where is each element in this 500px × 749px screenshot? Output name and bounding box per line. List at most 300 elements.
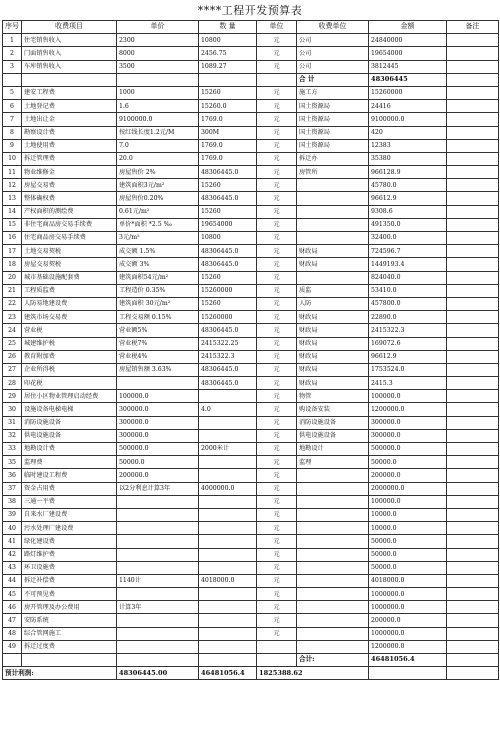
row-payee: [297, 522, 369, 535]
row-qty: 1769.0: [199, 152, 257, 165]
row-qty: 1769.0: [199, 113, 257, 126]
row-unit: 元: [257, 232, 297, 245]
table-row: [3, 297, 499, 310]
row-price: 1000: [117, 86, 199, 99]
row-price: 8000: [117, 47, 199, 60]
row-item: 整体确权费: [22, 192, 117, 205]
row-amount: 2415.3: [369, 377, 447, 390]
row-qty: 15260000: [199, 284, 257, 297]
row-amount: 1000000.0: [369, 588, 447, 601]
row-no: 30: [3, 403, 22, 416]
row-price: [117, 654, 199, 667]
table-row: [3, 126, 499, 139]
row-note: [447, 218, 499, 231]
row-amount: 1753524.0: [369, 363, 447, 376]
row-unit: 元: [257, 535, 297, 548]
row-payee: 消防设施设备: [297, 416, 369, 429]
row-price: 7.0: [117, 139, 199, 152]
row-item: 供电设施设备: [22, 429, 117, 442]
row-payee: 购设备安装: [297, 403, 369, 416]
row-price: 300000.0: [117, 416, 199, 429]
row-payee: [297, 601, 369, 614]
row-no: 40: [3, 522, 22, 535]
row-price: [117, 548, 199, 561]
row-payee: [297, 508, 369, 521]
row-qty: 4000000.0: [199, 482, 257, 495]
row-unit: 元: [257, 218, 297, 231]
row-note: [447, 403, 499, 416]
profit-income: 48306445.00: [117, 667, 199, 680]
row-price: [117, 627, 199, 640]
row-price: 500000.0: [117, 443, 199, 456]
profit-row: [3, 667, 499, 680]
row-item: 城建维护税: [22, 337, 117, 350]
row-qty: [199, 548, 257, 561]
row-note: [447, 113, 499, 126]
row-unit: [257, 640, 297, 653]
row-note: [447, 443, 499, 456]
table-row: [3, 601, 499, 614]
row-amount: 457800.0: [369, 297, 447, 310]
row-price: 100000.0: [117, 390, 199, 403]
row-unit: 元: [257, 297, 297, 310]
row-unit: 元: [257, 205, 297, 218]
row-qty: [199, 495, 257, 508]
row-unit: 元: [257, 574, 297, 587]
row-qty: 1089.27: [199, 60, 257, 73]
row-qty: [199, 456, 257, 469]
row-amount: 491350.0: [369, 218, 447, 231]
row-price: [117, 588, 199, 601]
row-amount: 10000.0: [369, 508, 447, 521]
row-payee: [297, 179, 369, 192]
header-note: 备注: [447, 21, 499, 34]
table-row: [3, 363, 499, 376]
row-unit: 元: [257, 495, 297, 508]
row-no: 21: [3, 284, 22, 297]
table-row: [3, 152, 499, 165]
row-no: 8: [3, 126, 22, 139]
row-note: [447, 179, 499, 192]
row-price: [117, 508, 199, 521]
table-row: [3, 34, 499, 47]
table-row: [3, 390, 499, 403]
row-unit: 元: [257, 601, 297, 614]
row-note: [447, 363, 499, 376]
row-note: [447, 47, 499, 60]
row-amount: 100000.0: [369, 390, 447, 403]
row-note: [447, 337, 499, 350]
row-item: 车库销售收入: [22, 60, 117, 73]
row-no: 35: [3, 456, 22, 469]
row-note: [447, 535, 499, 548]
row-note: [447, 377, 499, 390]
row-no: 23: [3, 311, 22, 324]
row-item: 印花税: [22, 377, 117, 390]
row-amount: 300000.0: [369, 416, 447, 429]
row-no: 39: [3, 508, 22, 521]
row-payee: [297, 205, 369, 218]
row-amount: 1200000.0: [369, 403, 447, 416]
row-note: [447, 574, 499, 587]
row-payee: 人防: [297, 297, 369, 310]
row-unit: 元: [257, 443, 297, 456]
row-qty: 15260: [199, 297, 257, 310]
row-item: 拆迁管理费: [22, 152, 117, 165]
row-qty: [199, 429, 257, 442]
row-qty: [199, 654, 257, 667]
row-payee: 供电设施设备: [297, 429, 369, 442]
row-item: 环卫设施费: [22, 561, 117, 574]
row-qty: [199, 640, 257, 653]
row-note: [447, 126, 499, 139]
row-payee: 国土资源局: [297, 113, 369, 126]
row-item: 绿化建设费: [22, 535, 117, 548]
table-row: [3, 100, 499, 113]
row-price: 成交额 3%: [117, 258, 199, 271]
row-no: 20: [3, 271, 22, 284]
row-amount: 1000000.0: [369, 601, 447, 614]
row-note: [447, 588, 499, 601]
row-note: [447, 34, 499, 47]
row-unit: 元: [257, 166, 297, 179]
row-price: 300000.0: [117, 403, 199, 416]
row-amount: 46481056.4: [369, 654, 447, 667]
row-amount: 22890.0: [369, 311, 447, 324]
table-row: [3, 86, 499, 99]
row-amount: 9100000.0: [369, 113, 447, 126]
table-row: [3, 443, 499, 456]
row-item: 自来水厂建设费: [22, 508, 117, 521]
row-price: [117, 535, 199, 548]
row-qty: 2456.75: [199, 47, 257, 60]
row-note: [447, 654, 499, 667]
row-payee: [297, 614, 369, 627]
row-note: [447, 350, 499, 363]
header-amount: 金额: [369, 21, 447, 34]
table-row: [3, 284, 499, 297]
row-payee: [297, 574, 369, 587]
row-unit: 元: [257, 47, 297, 60]
row-item: 住宅销售收入: [22, 34, 117, 47]
row-qty: 15260.0: [199, 100, 257, 113]
row-qty: [199, 535, 257, 548]
row-no: 43: [3, 561, 22, 574]
row-qty: [199, 416, 257, 429]
row-item: 监理费: [22, 456, 117, 469]
row-qty: 4018000.0: [199, 574, 257, 587]
row-payee: 国土资源局: [297, 100, 369, 113]
row-amount: 50000.0: [369, 561, 447, 574]
row-unit: 元: [257, 324, 297, 337]
row-qty: [199, 390, 257, 403]
row-unit: 元: [257, 311, 297, 324]
header-payee: 收费单位: [297, 21, 369, 34]
header-row: [3, 21, 499, 34]
row-unit: 元: [257, 403, 297, 416]
row-price: 工程造价 0.35%: [117, 284, 199, 297]
table-row: [3, 548, 499, 561]
row-note: [447, 271, 499, 284]
row-price: 200000.0: [117, 469, 199, 482]
row-price: 房屋售价0.20%: [117, 192, 199, 205]
row-payee: [297, 218, 369, 231]
row-no: 5: [3, 86, 22, 99]
row-price: [117, 495, 199, 508]
row-no: 44: [3, 574, 22, 587]
table-row: [3, 535, 499, 548]
table-row: [3, 60, 499, 73]
row-note: [447, 416, 499, 429]
table-row: [3, 258, 499, 271]
row-unit: 元: [257, 377, 297, 390]
row-payee: 财政局: [297, 337, 369, 350]
row-note: [447, 152, 499, 165]
profit-empty: [369, 667, 447, 680]
row-qty: 48306445.0: [199, 192, 257, 205]
row-amount: 50000.0: [369, 535, 447, 548]
row-item: 拆迁过度费: [22, 640, 117, 653]
row-item: 设施设备电梯电梯: [22, 403, 117, 416]
row-note: [447, 258, 499, 271]
row-payee: [297, 482, 369, 495]
row-qty: 19654000: [199, 218, 257, 231]
row-price: [117, 640, 199, 653]
row-note: [447, 522, 499, 535]
table-row: [3, 192, 499, 205]
row-qty: 2415322.25: [199, 337, 257, 350]
row-amount: 300000.0: [369, 429, 447, 442]
row-payee: 财政局: [297, 377, 369, 390]
row-no: 47: [3, 614, 22, 627]
row-payee: 财政局: [297, 258, 369, 271]
table-row: [3, 73, 499, 86]
row-unit: 元: [257, 179, 297, 192]
row-item: 污水处理厂建设费: [22, 522, 117, 535]
row-price: 1140计: [117, 574, 199, 587]
row-no: 3: [3, 60, 22, 73]
row-unit: [257, 654, 297, 667]
row-qty: 4.0: [199, 403, 257, 416]
row-no: 46: [3, 601, 22, 614]
row-item: 土地登记费: [22, 100, 117, 113]
row-note: [447, 601, 499, 614]
row-item: 勘察设计费: [22, 126, 117, 139]
row-unit: 元: [257, 152, 297, 165]
table-row: [3, 429, 499, 442]
row-unit: 元: [257, 456, 297, 469]
row-price: 2300: [117, 34, 199, 47]
row-amount: 48306445: [369, 73, 447, 86]
row-item: 消防设施设备: [22, 416, 117, 429]
header-qty: 数 量: [199, 21, 257, 34]
row-qty: [199, 614, 257, 627]
row-payee: [297, 192, 369, 205]
row-amount: 96612.9: [369, 192, 447, 205]
table-row: [3, 324, 499, 337]
row-payee: [297, 271, 369, 284]
table-row: [3, 47, 499, 60]
row-price: 3元/m²: [117, 232, 199, 245]
row-item: 不可预见费: [22, 588, 117, 601]
row-unit: 元: [257, 350, 297, 363]
row-amount: 9308.6: [369, 205, 447, 218]
table-row: [3, 271, 499, 284]
row-item: 房屋交易契税: [22, 258, 117, 271]
row-payee: 合计:: [297, 654, 369, 667]
row-item: 非住宅商品房交易手续费: [22, 218, 117, 231]
row-no: 2: [3, 47, 22, 60]
row-amount: 1200000.0: [369, 640, 447, 653]
row-item: 建筑市场交易费: [22, 311, 117, 324]
profit-note: [447, 667, 499, 680]
row-amount: 15260000: [369, 86, 447, 99]
row-payee: [297, 627, 369, 640]
row-no: 17: [3, 245, 22, 258]
row-unit: 元: [257, 258, 297, 271]
row-note: [447, 232, 499, 245]
row-price: 以2分利息计算3年: [117, 482, 199, 495]
row-price: 计算3年: [117, 601, 199, 614]
row-qty: [199, 73, 257, 86]
row-amount: 53410.0: [369, 284, 447, 297]
row-unit: 元: [257, 390, 297, 403]
row-unit: 元: [257, 561, 297, 574]
row-item: 住宅商品房交易手续费: [22, 232, 117, 245]
row-price: 营业税4%: [117, 350, 199, 363]
row-note: [447, 561, 499, 574]
row-payee: [297, 232, 369, 245]
row-qty: 1769.0: [199, 139, 257, 152]
row-unit: 元: [257, 548, 297, 561]
row-no: 10: [3, 152, 22, 165]
row-payee: 财政局: [297, 311, 369, 324]
row-price: 3500: [117, 60, 199, 73]
row-price: [117, 522, 199, 535]
row-qty: [199, 508, 257, 521]
row-item: 建安工程费: [22, 86, 117, 99]
row-unit: 元: [257, 588, 297, 601]
row-qty: 15260: [199, 86, 257, 99]
row-unit: 元: [257, 34, 297, 47]
row-qty: 15260: [199, 271, 257, 284]
table-row: [3, 179, 499, 192]
row-payee: 财政局: [297, 363, 369, 376]
row-unit: 元: [257, 86, 297, 99]
row-amount: 50000.0: [369, 548, 447, 561]
row-item: 城市基础设施配套费: [22, 271, 117, 284]
row-payee: 合 计: [297, 73, 369, 86]
row-no: 31: [3, 416, 22, 429]
row-price: 按红线长度1.2元/M: [117, 126, 199, 139]
row-note: [447, 284, 499, 297]
row-payee: [297, 548, 369, 561]
row-note: [447, 482, 499, 495]
row-no: 15: [3, 218, 22, 231]
row-unit: 元: [257, 469, 297, 482]
row-payee: [297, 561, 369, 574]
row-qty: 2000米计: [199, 443, 257, 456]
row-note: [447, 86, 499, 99]
row-price: 建筑面积54元/m²: [117, 271, 199, 284]
row-amount: 2000000.0: [369, 482, 447, 495]
table-row: [3, 232, 499, 245]
row-no: 29: [3, 390, 22, 403]
table-row: [3, 508, 499, 521]
row-price: [117, 561, 199, 574]
row-qty: 48306445.0: [199, 245, 257, 258]
row-amount: 2415322.3: [369, 324, 447, 337]
table-row: [3, 113, 499, 126]
row-item: 土地交易契税: [22, 245, 117, 258]
table-row: [3, 588, 499, 601]
row-price: 营业额5%: [117, 324, 199, 337]
row-item: [22, 73, 117, 86]
row-qty: 15260: [199, 179, 257, 192]
row-no: 36: [3, 469, 22, 482]
row-item: 企业所得税: [22, 363, 117, 376]
row-amount: 824040.0: [369, 271, 447, 284]
row-unit: 元: [257, 508, 297, 521]
row-qty: 2415322.3: [199, 350, 257, 363]
table-row: [3, 337, 499, 350]
budget-table: [2, 20, 499, 680]
page-title: ****工程开发预算表: [197, 4, 303, 17]
row-qty: [199, 588, 257, 601]
table-row: [3, 654, 499, 667]
row-note: [447, 324, 499, 337]
row-note: [447, 139, 499, 152]
row-no: 16: [3, 232, 22, 245]
row-note: [447, 60, 499, 73]
table-row: [3, 416, 499, 429]
row-amount: 24840000: [369, 34, 447, 47]
row-note: [447, 627, 499, 640]
table-row: [3, 574, 499, 587]
row-unit: 元: [257, 363, 297, 376]
row-amount: 19654000: [369, 47, 447, 60]
table-row: [3, 218, 499, 231]
row-qty: [199, 469, 257, 482]
row-payee: 国土资源局: [297, 126, 369, 139]
row-item: 拆迁补偿费: [22, 574, 117, 587]
row-amount: 500000.0: [369, 443, 447, 456]
row-payee: 物管: [297, 390, 369, 403]
row-note: [447, 495, 499, 508]
row-item: 居住小区物业管理启动经费: [22, 390, 117, 403]
row-price: 工程交易额 0.15%: [117, 311, 199, 324]
header-no: 序号: [3, 21, 22, 34]
row-note: [447, 456, 499, 469]
row-amount: 1449193.4: [369, 258, 447, 271]
row-no: 41: [3, 535, 22, 548]
row-no: 11: [3, 166, 22, 179]
row-note: [447, 614, 499, 627]
row-item: 土地使用费: [22, 139, 117, 152]
table-row: [3, 403, 499, 416]
row-note: [447, 192, 499, 205]
row-payee: 公司: [297, 34, 369, 47]
row-item: 教育附加费: [22, 350, 117, 363]
row-no: 9: [3, 139, 22, 152]
row-qty: 48306445.0: [199, 377, 257, 390]
table-row: [3, 166, 499, 179]
row-no: 18: [3, 258, 22, 271]
row-item: 房开管理及办公费用: [22, 601, 117, 614]
row-item: 资金占用费: [22, 482, 117, 495]
row-price: 营业税7%: [117, 337, 199, 350]
row-price: [117, 73, 199, 86]
